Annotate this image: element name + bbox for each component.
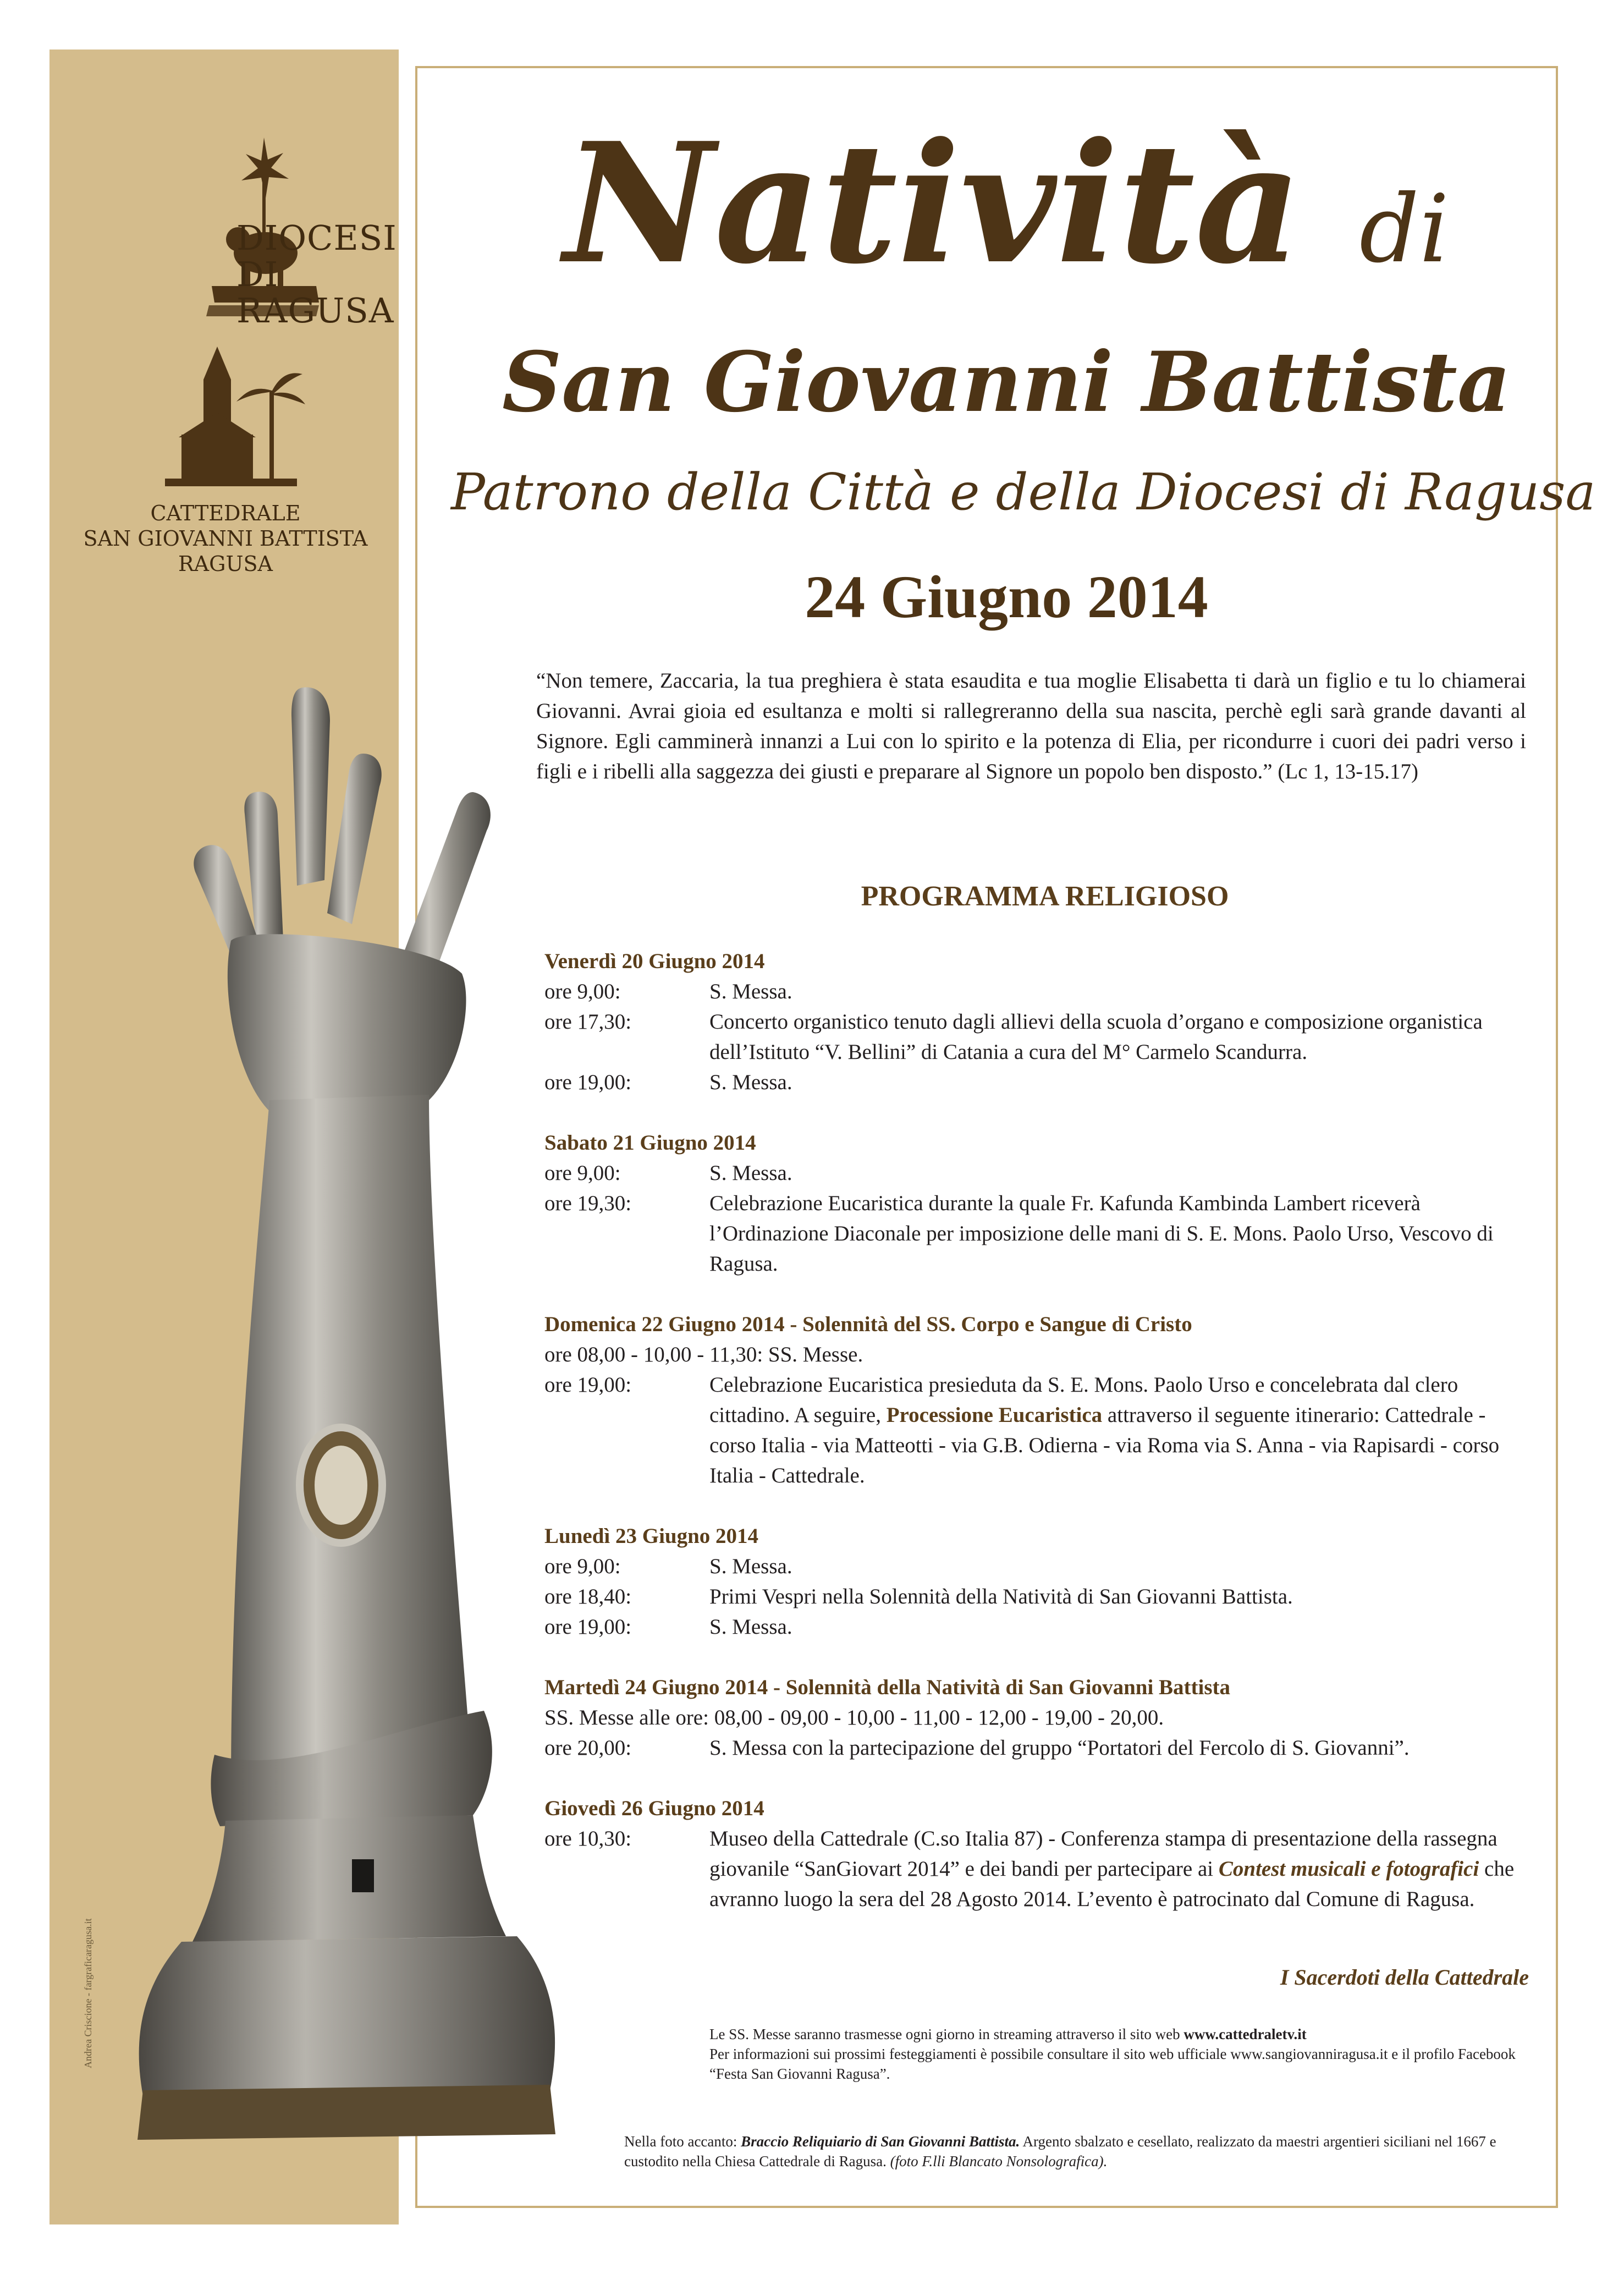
time: ore 19,00: <box>544 1615 632 1639</box>
time: ore 10,30: <box>544 1827 632 1850</box>
event <box>709 1823 1529 1914</box>
programma-title: PROGRAMMA RELIGIOSO <box>861 881 1229 912</box>
day-heading: Sabato 21 Giugno 2014 <box>544 1131 756 1155</box>
time: ore 19,00: <box>544 1373 632 1397</box>
schedule-row <box>544 1551 1529 1581</box>
day-martedi <box>544 1672 1529 1763</box>
processione-highlight: Processione Eucaristica <box>886 1403 1103 1427</box>
event: S. Messa. <box>709 1070 792 1094</box>
schedule <box>544 946 1529 1945</box>
patrono-line: Patrono della Città e della Diocesi di Ragusa <box>451 463 1596 521</box>
time: ore 18,40: <box>544 1585 632 1608</box>
time: ore 20,00: <box>544 1736 632 1760</box>
diocesi-line2: DI RAGUSA <box>236 254 394 331</box>
quote-ref: (Lc 1, 13-15.17) <box>1272 760 1418 783</box>
reliquary-arm-illustration <box>121 682 572 2195</box>
info-text: Per informazioni sui prossimi festeggiamenti è possibile consultare il sito web ufficiale www.sangiovanniragusa.it e il profilo Facebook “Festa San Giovanni Ragusa”. <box>709 2046 1516 2082</box>
schedule-row <box>544 1733 1529 1763</box>
day-domenica <box>544 1309 1529 1491</box>
day-heading: Martedì 24 Giugno 2014 - Solennità della Natività di San Giovanni Battista <box>544 1676 1231 1699</box>
time: ore 19,00: <box>544 1070 632 1094</box>
event: Concerto organistico tenuto dagli allievi della scuola d’organo e composizione organistica dell’Istituto “V. Bellini” di Catania a cura del M° Carmelo Scandurra. <box>709 1010 1483 1064</box>
schedule-row <box>544 1339 1529 1370</box>
diocesi-logo <box>110 127 418 336</box>
event-date: 24 Giugno 2014 <box>805 563 1208 630</box>
schedule-row <box>544 1581 1529 1612</box>
time: ore 9,00: <box>544 1555 621 1578</box>
cathedral-icon <box>71 341 379 495</box>
time: ore 19,30: <box>544 1191 632 1215</box>
day-sabato <box>544 1128 1529 1279</box>
schedule-row <box>544 1158 1529 1188</box>
cattedrale-line2: SAN GIOVANNI BATTISTA <box>83 526 368 551</box>
streaming-line <box>709 2024 1534 2044</box>
streaming-text: Le SS. Messe saranno trasmesse ogni giorno in streaming attraverso il sito web <box>709 2026 1184 2042</box>
streaming-site-link[interactable]: www.cattedraletv.it <box>1183 2026 1307 2042</box>
schedule-row <box>544 1007 1529 1067</box>
schedule-row <box>544 1067 1529 1097</box>
event-text: Museo della Cattedrale (C.so Italia 87) - Conferenza stampa di presentazione della rassegna giovanile “SanGiovart 2014” e dei bandi per partecipare ai <box>709 1827 1498 1881</box>
caption-credit: (foto F.lli Blancato Nonsolografica). <box>890 2153 1108 2169</box>
time: ore 9,00: <box>544 980 621 1003</box>
day-heading: Venerdì 20 Giugno 2014 <box>544 949 765 973</box>
caption-subject: Braccio Reliquiario di San Giovanni Battista. <box>741 2133 1020 2150</box>
time: ore 9,00: <box>544 1161 621 1185</box>
photo-credit: Andrea Criscione - fargraficaragusa.it <box>82 1918 93 2068</box>
event: S. Messa. <box>709 1615 792 1639</box>
schedule-row <box>544 976 1529 1007</box>
day-venerdi <box>544 946 1529 1097</box>
event: S. Messa con la partecipazione del gruppo “Portatori del Fercolo di S. Giovanni”. <box>709 1736 1410 1760</box>
cattedrale-line1: CATTEDRALE <box>150 501 301 525</box>
signature: I Sacerdoti della Cattedrale <box>1280 1965 1529 1990</box>
diocesi-line1: DIOCESI <box>236 218 397 258</box>
caption-text: Argento sbalzato e cesellato, realizzato da maestri argentieri siciliani nel 1667 e custodito nella Chiesa Cattedrale di Ragusa. <box>624 2133 1496 2169</box>
event: S. Messa. <box>709 1555 792 1578</box>
title-nativita: Natività <box>563 106 1302 300</box>
day-lunedi <box>544 1521 1529 1642</box>
cattedrale-logo <box>71 341 379 649</box>
scripture-quote <box>536 666 1526 787</box>
event: S. Messa. <box>709 1161 792 1185</box>
schedule-row <box>544 1370 1529 1491</box>
cattedrale-line3: RAGUSA <box>178 552 273 576</box>
title-di: di <box>1359 175 1450 284</box>
event-text: che avranno luogo la sera del 28 Agosto 2014. L’evento è patrocinato dal Comune di Ragusa. <box>709 1857 1515 1911</box>
event: Celebrazione Eucaristica durante la quale Fr. Kafunda Kambinda Lambert riceverà l’Ordinazione Diaconale per imposizione delle mani di S. E. Mons. Paolo Urso, Vescovo di Ragusa. <box>709 1191 1494 1276</box>
subtitle: San Giovanni Battista <box>502 334 1511 431</box>
event: Primi Vespri nella Solennità della Natività di San Giovanni Battista. <box>709 1585 1293 1608</box>
schedule-row <box>544 1702 1529 1733</box>
event-text: Celebrazione Eucaristica presieduta da S. E. Mons. Paolo Urso e concelebrata dal clero cittadino. A seguire, <box>709 1373 1458 1427</box>
event-text: attraverso il seguente itinerario: Cattedrale - corso Italia - via Matteotti - via G.B. Odierna - via Roma via S. Anna - via Rapisardi - corso Italia - Cattedrale. <box>709 1403 1500 1487</box>
event <box>709 1370 1529 1491</box>
event: ore 08,00 - 10,00 - 11,30: SS. Messe. <box>544 1343 863 1366</box>
photo-caption <box>624 2132 1532 2171</box>
event: SS. Messe alle ore: 08,00 - 09,00 - 10,00 - 11,00 - 12,00 - 19,00 - 20,00. <box>544 1706 1164 1729</box>
main-title <box>484 106 1529 317</box>
caption-lead: Nella foto accanto: <box>624 2133 741 2150</box>
contest-highlight: Contest musicali e fotografici <box>1218 1857 1479 1881</box>
event: S. Messa. <box>709 980 792 1003</box>
day-heading: Giovedì 26 Giugno 2014 <box>544 1797 764 1820</box>
day-giovedi <box>544 1793 1529 1914</box>
quote-text: “Non temere, Zaccaria, la tua preghiera è stata esaudita e tua moglie Elisabetta ti darà un figlio e tu lo chiamerai Giovanni. Avrai gioia ed esultanza e molti si rallegreranno della sua nascita, perchè egli sarà grande davanti al Signore. Egli camminerà innanzi a Lui con lo spirito e la potenza di Elia, per ricondurre i cuori dei padri verso i figli e i ribelli alla saggezza dei giusti e preparare al Signore un popolo ben disposto.” <box>536 669 1526 783</box>
schedule-row <box>544 1612 1529 1642</box>
schedule-row <box>544 1823 1529 1914</box>
time: ore 17,30: <box>544 1010 632 1034</box>
day-heading: Domenica 22 Giugno 2014 - Solennità del SS. Corpo e Sangue di Cristo <box>544 1312 1192 1336</box>
streaming-info <box>709 2024 1534 2084</box>
day-heading: Lunedì 23 Giugno 2014 <box>544 1524 759 1548</box>
schedule-row <box>544 1188 1529 1279</box>
